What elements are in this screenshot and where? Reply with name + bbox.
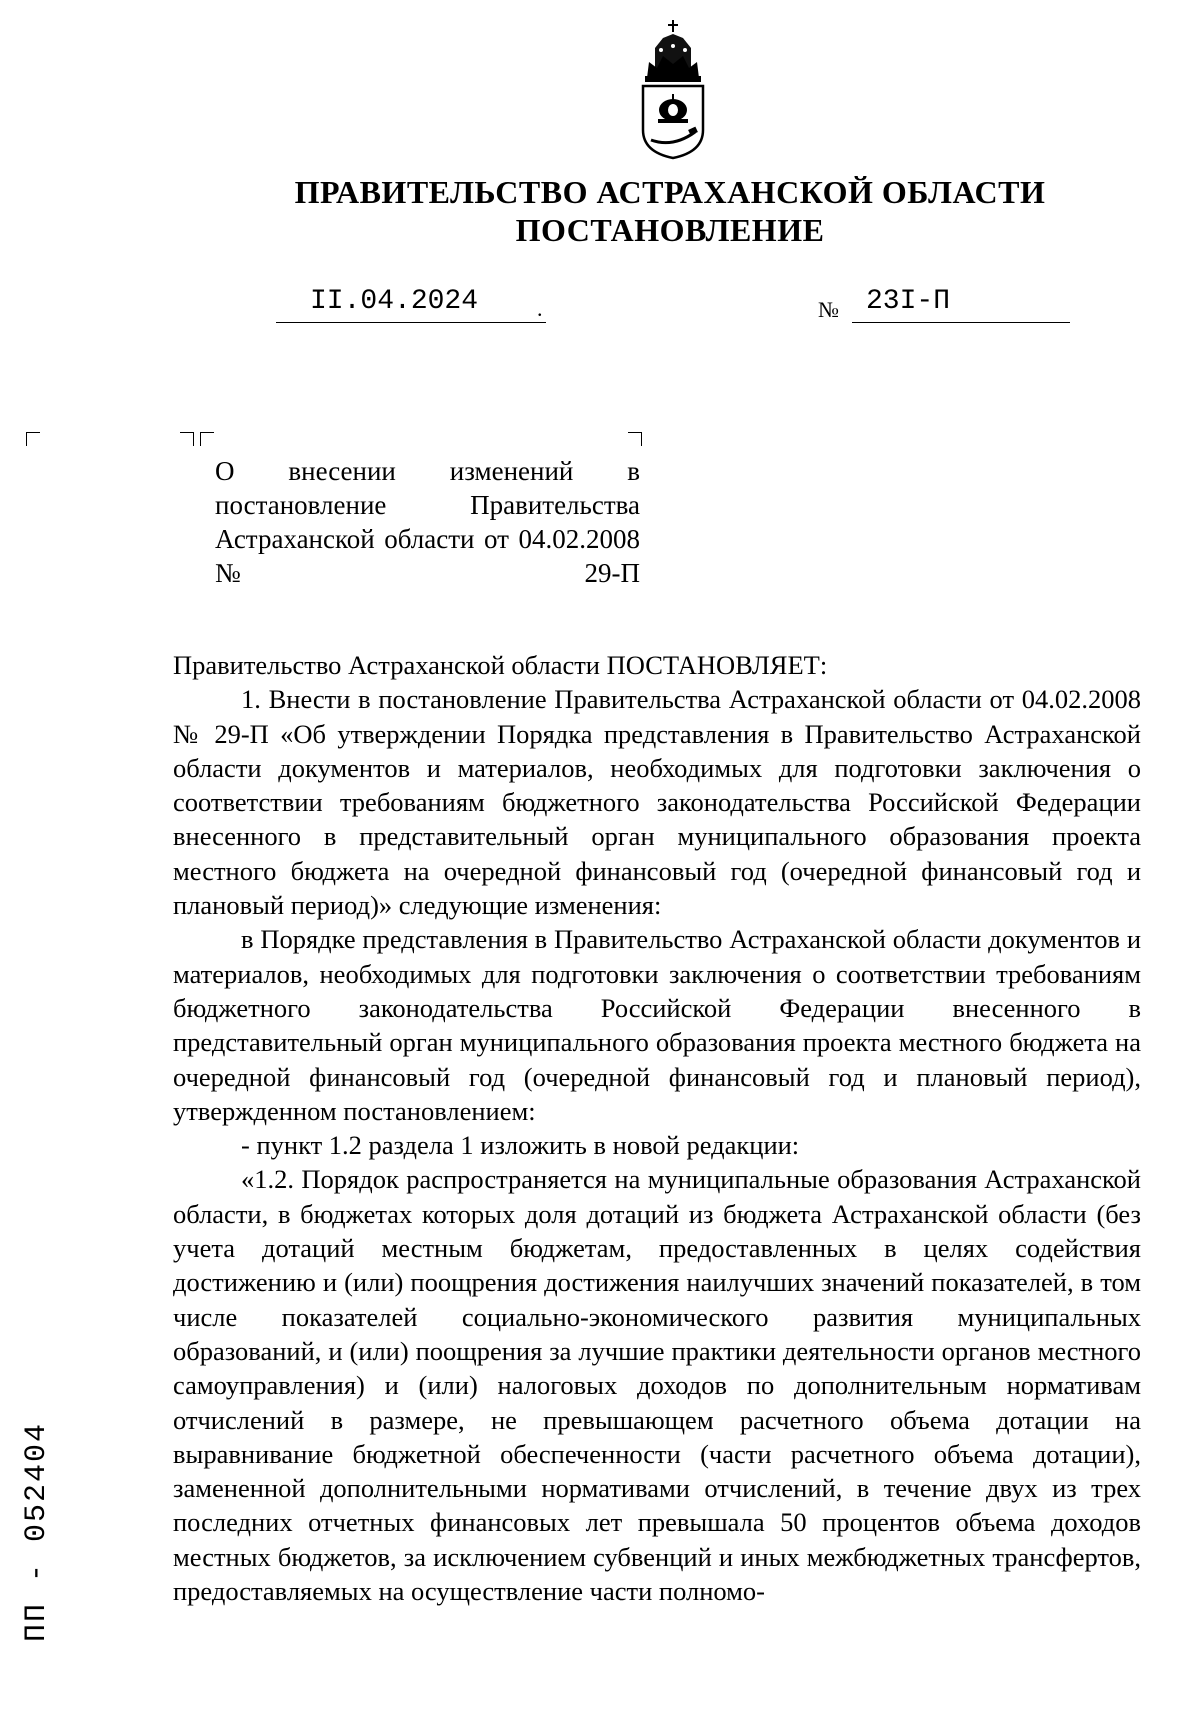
- document-subject: О внесении изменений в постановление Правительства Астраханской области от 04.02.2008 № 29-П: [215, 456, 640, 588]
- body-paragraph-2: в Порядке представления в Правительство Астраханской области документов и материалов, необходимых для подготовки заключения о соответствии требованиям бюджетного законодательства Российской Федерации внесенного в представительный орган муниципального образования проекта местного бюджета на очередной финансовый год (очередной финансовый год и плановый период), утвержденном постановлением:: [173, 924, 1141, 1126]
- number-sign: №: [818, 297, 839, 322]
- document-date: II.04.2024: [310, 286, 479, 317]
- coat-of-arms-emblem: [633, 18, 713, 160]
- side-serial-stamp: ПП - 052404: [20, 1421, 54, 1642]
- body-paragraph-3: - пункт 1.2 раздела 1 изложить в новой редакции:: [241, 1130, 800, 1161]
- document-number: 23I-П: [866, 286, 951, 317]
- number-field: [852, 286, 1070, 323]
- document-body: [173, 648, 1141, 1608]
- left-margin-corner-mark: [26, 432, 40, 446]
- subject-corner-mark-left-b: [200, 432, 214, 446]
- body-paragraph-1: 1. Внести в постановление Правительства Астраханской области от 04.02.2008 № 29-П «Об утверждении Порядка представления в Правительство Астраханской области документов и материалов, необходимых для подготовки заключения о соответствии требованиям бюджетного законодательства Российской Федерации внесенного в представительный орган муниципального образования проекта местного бюджета на очередной финансовый год (очередной финансовый год и плановый период)» следующие изменения:: [173, 684, 1141, 921]
- subject-corner-mark-left-a: [180, 432, 194, 446]
- subject-corner-mark-right: [628, 432, 642, 446]
- date-mark-dot: .: [537, 296, 543, 321]
- document-type-title: ПОСТАНОВЛЕНИЕ: [515, 212, 825, 248]
- date-field: [276, 286, 546, 323]
- body-paragraph-intro: Правительство Астраханской области ПОСТАНОВЛЯЕТ:: [173, 650, 828, 680]
- body-paragraph-4: «1.2. Порядок распространяется на муниципальные образования Астраханской области, в бюджетах которых доля дотаций из бюджета Астраханской области (без учета дотаций местным бюджетам, предоставленных в целях содействия достижению и (или) поощрения достижения наилучших значений показателей, в том числе показателей социально-экономического развития муниципальных образований, и (или) поощрения за лучшие практики деятельности органов местного самоуправления) и (или) налоговых доходов по дополнительным нормативам отчислений в размере, не превышающем расчетного объема дотации на выравнивание бюджетной обеспеченности (части расчетного объема дотации), замененной дополнительными нормативами отчислений, в течение двух из трех последних отчетных финансовых лет превышала 50 процентов объема доходов местных бюджетов, за исключением субвенций и иных межбюджетных трансфертов, предоставляемых на осуществление части полномо-: [173, 1164, 1141, 1607]
- organization-title: ПРАВИТЕЛЬСТВО АСТРАХАНСКОЙ ОБЛАСТИ: [294, 174, 1046, 210]
